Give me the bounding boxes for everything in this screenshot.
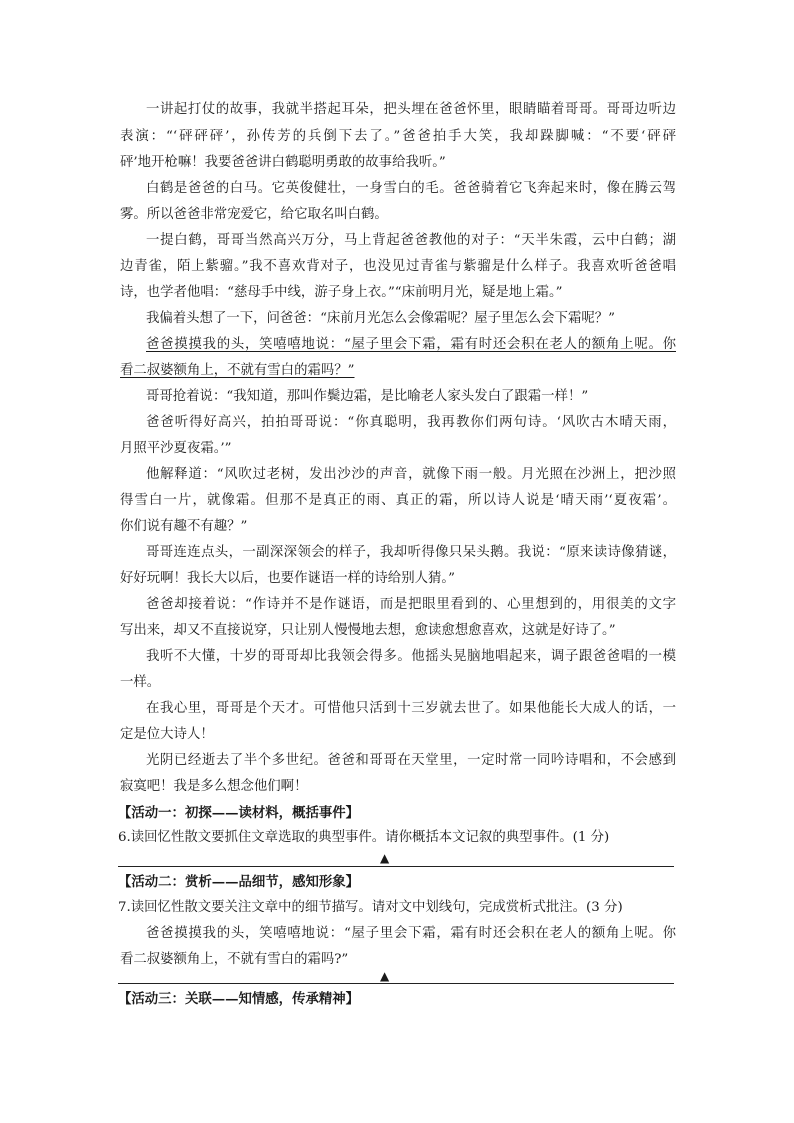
passage-line: 边青雀，陌上紫骝。”我不喜欢背对子，也没见过青雀与紫骝是什么样子。我喜欢听爸爸唱 bbox=[120, 259, 676, 274]
passage-line: 哥哥抢着说：“我知道，那叫作鬓边霜，是比喻老人家头发白了跟霜一样！” bbox=[146, 389, 589, 404]
passage-line: 你们说有趣不有趣？” bbox=[120, 519, 248, 534]
quoted-sentence: 爸爸摸摸我的头，笑嘻嘻地说：“屋子里会下霜，霜有时还会积在老人的额角上呢。你 bbox=[146, 926, 676, 941]
passage-line: 他解释道：“风吹过老树，发出沙沙的声音，就像下雨一般。月光照在沙洲上，把沙照 bbox=[146, 467, 676, 482]
passage-line: 白鹤是爸爸的白马。它英俊健壮，一身雪白的毛。爸爸骑着它飞奔起来时，像在腾云驾 bbox=[146, 181, 676, 196]
question-6: 6.读回忆性散文要抓住文章选取的典型事件。请你概括本文记叙的典型事件。(1 分) bbox=[118, 830, 610, 845]
question-7: 7.读回忆性散文要关注文章中的细节描写。请对文中划线句，完成赏析式批注。(3 分) bbox=[118, 900, 623, 915]
passage-line: 表演：“‘砰砰砰’，孙传芳的兵倒下去了。”爸爸拍手大笑，我却跺脚喊：“不要‘砰砰 bbox=[120, 129, 676, 144]
passage-line: 雾。所以爸爸非常宠爱它，给它取名叫白鹤。 bbox=[120, 207, 388, 222]
quoted-sentence: 看二叔婆额角上，不就有雪白的霜吗?” bbox=[120, 952, 349, 967]
passage-line: 我听不大懂，十岁的哥哥却比我领会得多。他摇头晃脑地唱起来，调子跟爸爸唱的一模 bbox=[146, 649, 676, 664]
passage-line: 哥哥连连点头，一副深深领会的样子，我却听得像只呆头鹅。我说：“原来读诗像猜谜， bbox=[146, 545, 676, 560]
passage-line: 砰’地开枪嘛！我要爸爸讲白鹤聪明勇敢的故事给我听。” bbox=[120, 155, 446, 170]
passage-line: 在我心里，哥哥是个天才。可惜他只活到十三岁就去世了。如果他能长大成人的话，一 bbox=[146, 701, 676, 716]
answer-line[interactable] bbox=[118, 866, 674, 867]
passage-line: 爸爸却接着说：“作诗并不是作谜语，而是把眼里看到的、心里想到的，用很美的文字 bbox=[146, 597, 676, 612]
activity1-heading: 【活动一：初探——读材料，概括事件】 bbox=[118, 805, 360, 821]
underlined-sentence: 爸爸摸摸我的头，笑嘻嘻地说：“屋子里会下霜，霜有时还会积在老人的额角上呢。你 bbox=[146, 337, 676, 352]
passage-line: 爸爸听得好高兴，拍拍哥哥说：“你真聪明，我再教你们两句诗。‘风吹古木晴天雨， bbox=[146, 415, 676, 430]
answer-line[interactable] bbox=[118, 983, 674, 984]
passage-line: 诗，也学者他唱：“慈母手中线，游子身上衣。”“床前明月光，疑是地上霜。” bbox=[120, 285, 563, 300]
answer-marker: ▲ bbox=[380, 969, 390, 983]
passage-line: 月照平沙夏夜霜。’” bbox=[120, 441, 232, 456]
passage-line: 寂寞吧！我是多么想念他们啊！ bbox=[120, 779, 308, 794]
passage-line: 一提白鹤，哥哥当然高兴万分，马上背起爸爸教他的对子：“天半朱霞，云中白鹤；湖 bbox=[146, 233, 676, 248]
activity3-heading: 【活动三：关联——知情感，传承精神】 bbox=[118, 991, 360, 1007]
passage-line: 得雪白一片，就像霜。但那不是真正的雨、真正的霜，所以诗人说是‘晴天雨’‘夏夜霜’。 bbox=[120, 493, 676, 508]
underlined-sentence: 看二叔婆额角上，不就有雪白的霜吗？” bbox=[120, 363, 355, 378]
passage-line: 光阴已经逝去了半个多世纪。爸爸和哥哥在天堂里，一定时常一同吟诗唱和，不会感到 bbox=[146, 753, 676, 768]
passage-line: 一讲起打仗的故事，我就半搭起耳朵，把头埋在爸爸怀里，眼睛瞄着哥哥。哥哥边听边 bbox=[146, 102, 676, 117]
passage-line: 定是位大诗人！ bbox=[120, 727, 214, 742]
answer-marker: ▲ bbox=[380, 851, 390, 865]
activity2-heading: 【活动二：赏析——品细节，感知形象】 bbox=[118, 874, 360, 890]
passage-line: 一样。 bbox=[120, 675, 161, 690]
passage-line: 写出来，却又不直接说穿，只让别人慢慢地去想，愈读愈想愈喜欢，这就是好诗了。” bbox=[120, 623, 616, 638]
passage-line: 好好玩啊！我长大以后，也要作谜语一样的诗给别人猜。” bbox=[120, 571, 455, 586]
passage-line: 我偏着头想了一下，问爸爸：“床前月光怎么会像霜呢？屋子里怎么会下霜呢？” bbox=[146, 311, 615, 326]
